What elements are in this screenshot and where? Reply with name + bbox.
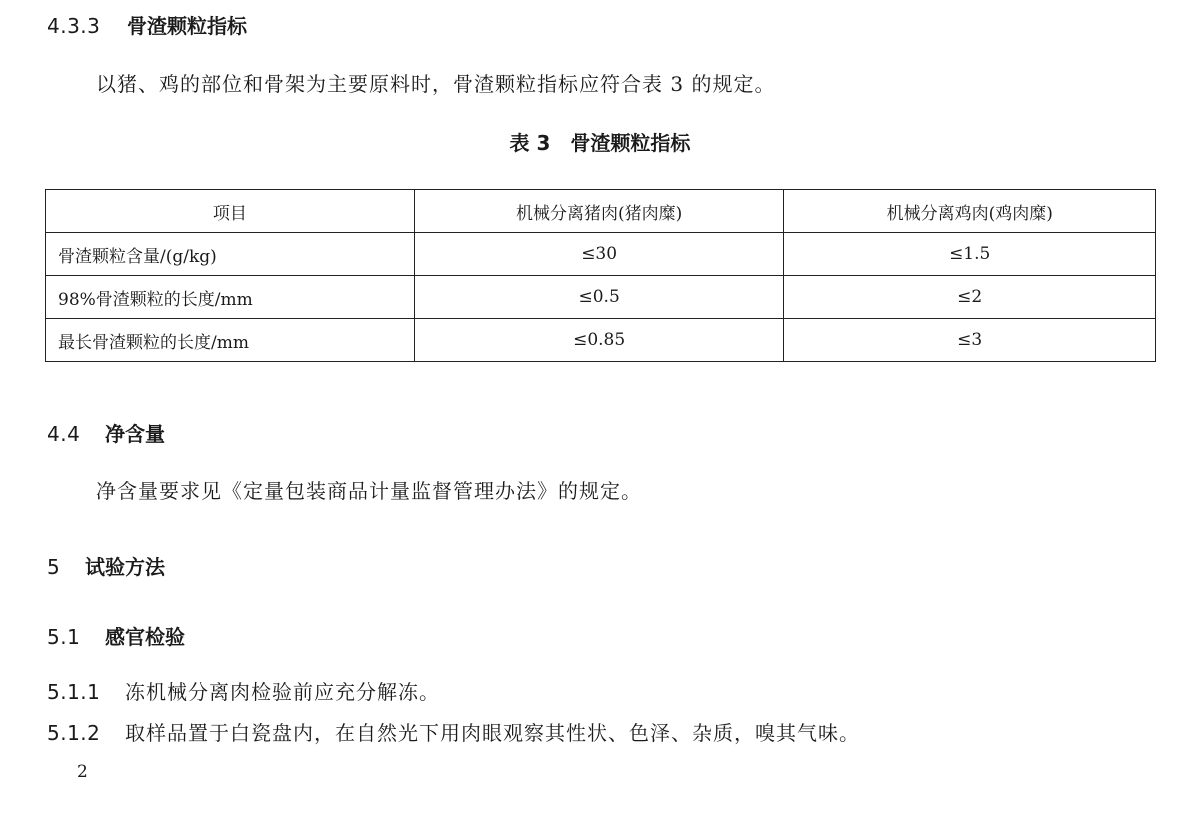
table-cell-chicken: ≤3: [784, 319, 1156, 362]
paragraph-4-4: 净含量要求见《定量包装商品计量监督管理办法》的规定。: [96, 479, 642, 503]
clause-number: 5.1.2: [47, 721, 101, 745]
page-number: 2: [77, 762, 88, 782]
section-title: 感官检验: [105, 625, 185, 649]
table-header-cell: 项目: [46, 190, 415, 233]
section-heading-4-3-3: [47, 14, 247, 38]
clause-number: 5.1.1: [47, 680, 101, 704]
section-title: 净含量: [105, 422, 165, 446]
section-number: 4.4: [47, 422, 81, 446]
table-cell-item: 骨渣颗粒含量/(g/kg): [46, 233, 415, 276]
clause-text: 冻机械分离肉检验前应充分解冻。: [125, 680, 440, 704]
table-cell-chicken: ≤1.5: [784, 233, 1156, 276]
section-heading-5: [47, 555, 165, 579]
table-caption: 表 3 骨渣颗粒指标: [509, 131, 691, 155]
table-row: [46, 276, 1156, 319]
table-header-cell: 机械分离猪肉(猪肉糜): [414, 190, 784, 233]
section-number: 5: [47, 555, 61, 579]
section-number: 4.3.3: [47, 14, 101, 38]
table-cell-item: 最长骨渣颗粒的长度/mm: [46, 319, 415, 362]
table-row: [46, 319, 1156, 362]
section-title: 试验方法: [85, 555, 165, 579]
paragraph-4-3-3: 以猪、鸡的部位和骨架为主要原料时，骨渣颗粒指标应符合表 3 的规定。: [96, 72, 776, 96]
table-cell-pork: ≤30: [414, 233, 784, 276]
bone-particle-table: [45, 189, 1156, 362]
clause-5-1-2: [47, 720, 860, 746]
table-cell-pork: ≤0.85: [414, 319, 784, 362]
clause-5-1-1: [47, 679, 440, 705]
table-cell-pork: ≤0.5: [414, 276, 784, 319]
clause-text: 取样品置于白瓷盘内，在自然光下用肉眼观察其性状、色泽、杂质，嗅其气味。: [125, 721, 860, 745]
section-heading-4-4: [47, 422, 165, 446]
table-header-cell: 机械分离鸡肉(鸡肉糜): [784, 190, 1156, 233]
table-cell-chicken: ≤2: [784, 276, 1156, 319]
section-number: 5.1: [47, 625, 81, 649]
table-cell-item: 98%骨渣颗粒的长度/mm: [46, 276, 415, 319]
table-header-row: [46, 190, 1156, 233]
section-title: 骨渣颗粒指标: [127, 14, 247, 38]
section-heading-5-1: [47, 625, 185, 649]
table-row: [46, 233, 1156, 276]
